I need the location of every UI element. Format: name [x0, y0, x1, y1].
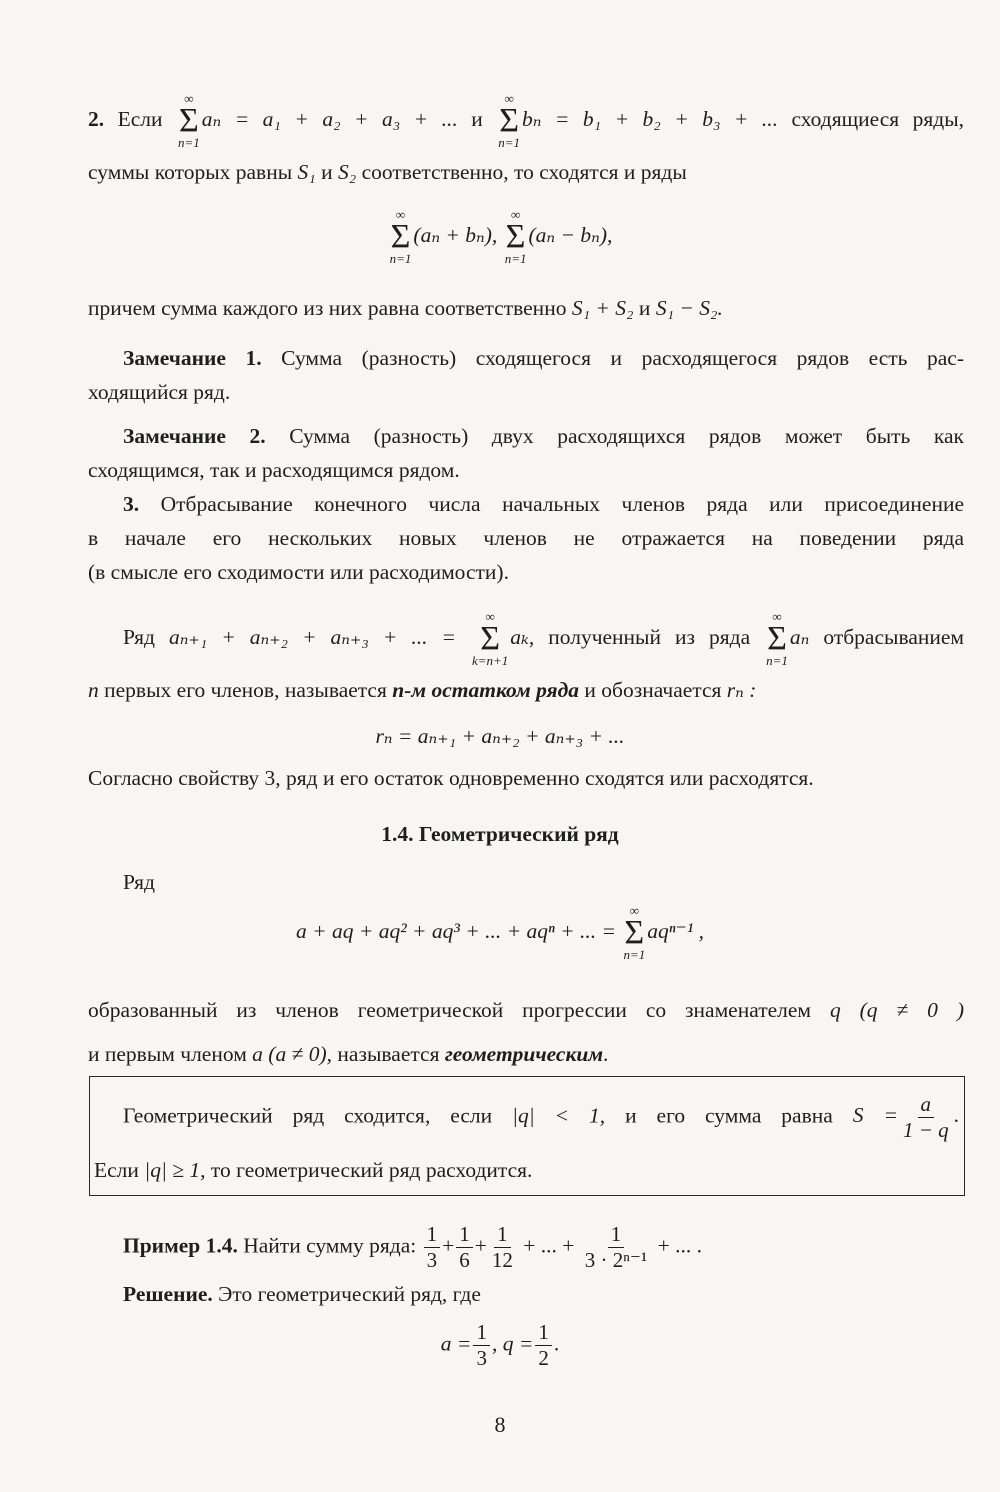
section-title: 1.4. Геометрический ряд — [381, 822, 619, 846]
sum-symbol: ∞ Σ n=1 — [498, 91, 520, 150]
prop3-label: 3. — [123, 492, 140, 516]
example-label: Пример 1.4. — [123, 1233, 238, 1258]
remark2-label: Замечание 2. — [123, 424, 266, 448]
sum-fraction: $\frac{a}{1 - q}$ — [902, 1092, 949, 1142]
prop2-line3: причем сумма каждого из них равна соответственно S₁ + S₂ и S₁ − S₂. — [88, 296, 723, 320]
sum-symbol: ∞ Σ n=1 — [389, 207, 412, 266]
sum-symbol: ∞ Σ n=1 — [177, 91, 200, 150]
remark1-label: Замечание 1. — [123, 346, 262, 370]
example-line: Пример 1.4. Найти сумму ряда: $\frac{1}{3}$ + $\frac{1}{6}$ + $\frac{1}{12}$ + ... + $\frac{1}{\text{3 · 2ⁿ⁻¹}}$ + ... . — [123, 1222, 703, 1272]
remainder-line1: Ряд aₙ₊₁ + aₙ₊₂ + aₙ₊₃ + ... = ∞ Σ k=n+1 aₖ, полученный из ряда ∞ Σ n=1 aₙ отбрасыванием — [123, 609, 965, 668]
prop2-line2: суммы которых равны S₁ и S₂ соответственно, то сходятся и ряды — [88, 160, 687, 184]
series-b: bₙ = b₁ + b₂ + b₃ + ... — [522, 106, 778, 131]
geometric-intro: Ряд — [123, 870, 155, 894]
geometric-line2: и первым членом a (a ≠ 0), называется геометрическим. — [88, 1042, 609, 1066]
sum-symbol: ∞ Σ n=1 — [766, 609, 788, 668]
remark2-line2: сходящимся, так и расходящимся рядом. — [88, 458, 460, 482]
prop2-tail: сходящиеся ряды, — [791, 106, 965, 131]
solution-label: Решение. — [123, 1282, 213, 1306]
theorem-line2: Если |q| ≥ 1, то геометрический ряд расходится. — [94, 1158, 533, 1182]
page-number: 8 — [494, 1412, 506, 1437]
s1: S₁ — [297, 160, 316, 184]
remark2-line1: Замечание 2. Сумма (разность) двух расходящихся рядов может быть как — [123, 424, 964, 448]
sum-symbol: ∞ Σ k=n+1 — [471, 609, 509, 668]
remark1-line1: Замечание 1. Сумма (разность) сходящегося и расходящегося рядов есть рас- — [123, 346, 965, 370]
s2: S₂ — [338, 160, 357, 184]
and-word: и — [471, 106, 483, 131]
prop3-line3: (в смысле его сходимости или расходимости). — [88, 560, 509, 584]
series-a: aₙ = a₁ + a₂ + a₃ + ... — [201, 106, 458, 131]
solution-formula: a = $\frac{1}{3}$ , q = $\frac{1}{2}$ . — [440, 1320, 560, 1370]
remainder-term: n-м остатком ряда — [392, 678, 580, 702]
sum-symbol: ∞ Σ n=1 — [623, 903, 646, 962]
geometric-line1: образованный из членов геометрической прогрессии со знаменателем q (q ≠ 0 ) — [88, 998, 965, 1022]
prop2-number: 2. — [88, 106, 105, 131]
geometric-formula: a + aq + aq² + aq³ + ... + aqⁿ + ... = ∞ Σ n=1 aqⁿ⁻¹ , — [295, 903, 705, 962]
remainder-line2: n первых его членов, называется n-м остатком ряда и обозначается rₙ : — [88, 678, 757, 702]
prop3-line1: 3. Отбрасывание конечного числа начальных членов ряда или присоединение — [123, 492, 965, 516]
sum-symbol: ∞ Σ n=1 — [504, 207, 527, 266]
theorem-line1: Геометрический ряд сходится, если |q| < 1, и его сумма равна S = $\frac{a}{1 - q}$ . — [123, 1092, 959, 1142]
if-word: Если — [117, 106, 163, 131]
prop3-line2: в начале его нескольких новых членов не отражается на поведении ряда — [88, 526, 964, 550]
geometric-term: геометрическим — [444, 1042, 604, 1066]
sum-formula: ∞ Σ n=1 (aₙ + bₙ), ∞ Σ n=1 (aₙ − bₙ), — [389, 207, 613, 266]
remainder-conclusion: Согласно свойству 3, ряд и его остаток одновременно сходятся или расходятся. — [88, 766, 814, 790]
prop2-line1 — [88, 92, 964, 150]
solution-line: Решение. Это геометрический ряд, где — [123, 1282, 481, 1306]
remainder-formula: rₙ = aₙ₊₁ + aₙ₊₂ + aₙ₊₃ + ... — [375, 724, 625, 748]
remark1-line2: ходящийся ряд. — [88, 380, 231, 404]
